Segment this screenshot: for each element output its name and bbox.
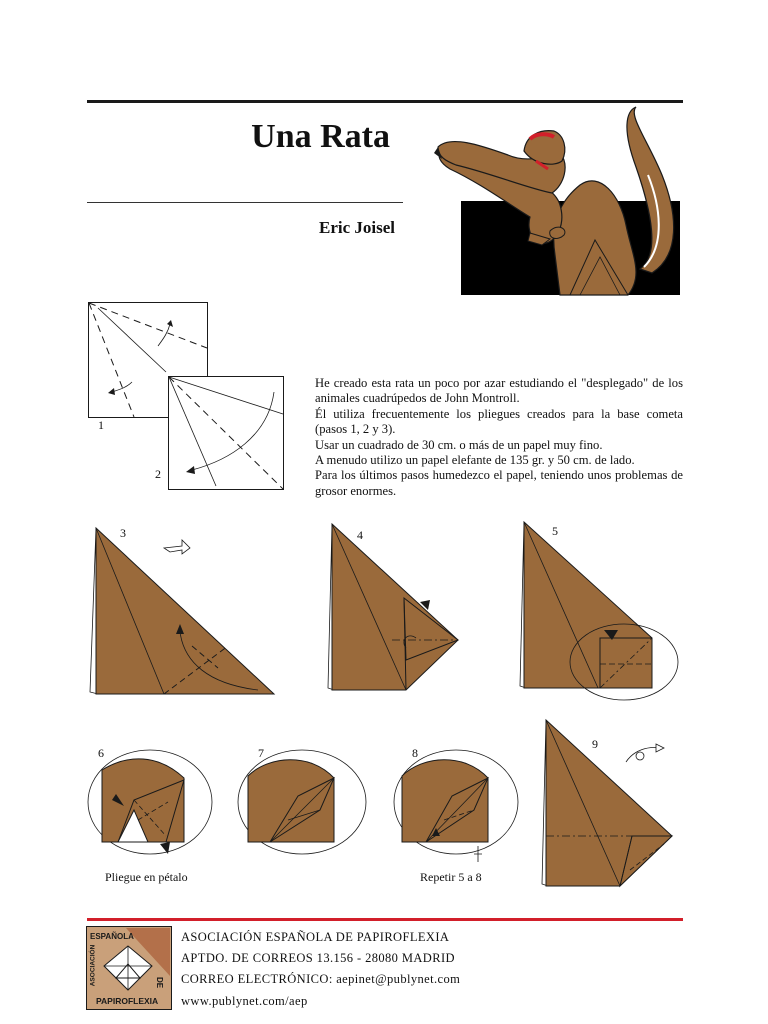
logo-text-top: ESPAÑOLA	[90, 932, 134, 941]
intro-paragraph: Él utiliza frecuentemente los pliegues creados para la base cometa (pasos 1, 2 y 3).	[315, 406, 683, 437]
intro-paragraph: Usar un cuadrado de 30 cm. o más de un papel muy fino.	[315, 437, 603, 452]
diagram-step-5	[518, 518, 680, 700]
step-number-5: 5	[552, 524, 558, 538]
intro-paragraph: A menudo utilizo un papel elefante de 135 gr. y 50 cm. de lado.	[315, 453, 635, 468]
caption-petal-fold: Pliegue en pétalo	[105, 870, 188, 884]
intro-paragraph: Para los últimos pasos humedezco el papel, teniendo unos problemas de grosor enormes.	[315, 468, 683, 498]
diagram-step-9	[540, 716, 674, 890]
caption-repeat: Repetir 5 a 8	[420, 870, 482, 884]
title-divider	[87, 202, 403, 203]
association-logo	[86, 926, 172, 1010]
footer-website-link[interactable]: www.publynet.com/aep	[181, 994, 308, 1008]
footer-address: APTDO. DE CORREOS 13.156 - 28080 MADRID	[181, 951, 455, 965]
intro-text	[315, 376, 683, 499]
step-number-8: 8	[412, 746, 418, 760]
diagram-step-8	[392, 750, 520, 856]
step-number-3: 3	[120, 526, 126, 540]
rat-illustration	[430, 105, 682, 305]
logo-text-bottom: PAPIROFLEXIA	[96, 996, 159, 1006]
step-number-6: 6	[98, 746, 104, 760]
top-rule	[87, 100, 683, 103]
logo-text-left: ASOCIACIÓN	[89, 944, 97, 987]
intro-paragraph: He creado esta rata un poco por azar estudiando el "desplegado" de los animales cuadrúpedos de John Montroll.	[315, 376, 683, 406]
step-number-2: 2	[155, 467, 161, 481]
step-number-9: 9	[592, 737, 598, 751]
step-number-4: 4	[357, 528, 363, 542]
logo-text-right: DE	[155, 976, 165, 989]
author-name: Eric Joisel	[318, 218, 395, 237]
page-title: Una Rata	[251, 118, 390, 155]
diagram-step-6	[88, 750, 214, 856]
diagram-step-7	[238, 750, 368, 856]
footer-email: CORREO ELECTRÓNICO: aepinet@publynet.com	[181, 972, 461, 986]
footer-rule	[87, 918, 683, 921]
diagram-step-2	[168, 376, 284, 490]
diagram-step-3	[88, 522, 278, 696]
footer-association: ASOCIACIÓN ESPAÑOLA DE PAPIROFLEXIA	[181, 930, 450, 944]
diagram-step-4	[326, 520, 466, 694]
step-number-1: 1	[98, 418, 104, 432]
step-number-7: 7	[258, 746, 264, 760]
